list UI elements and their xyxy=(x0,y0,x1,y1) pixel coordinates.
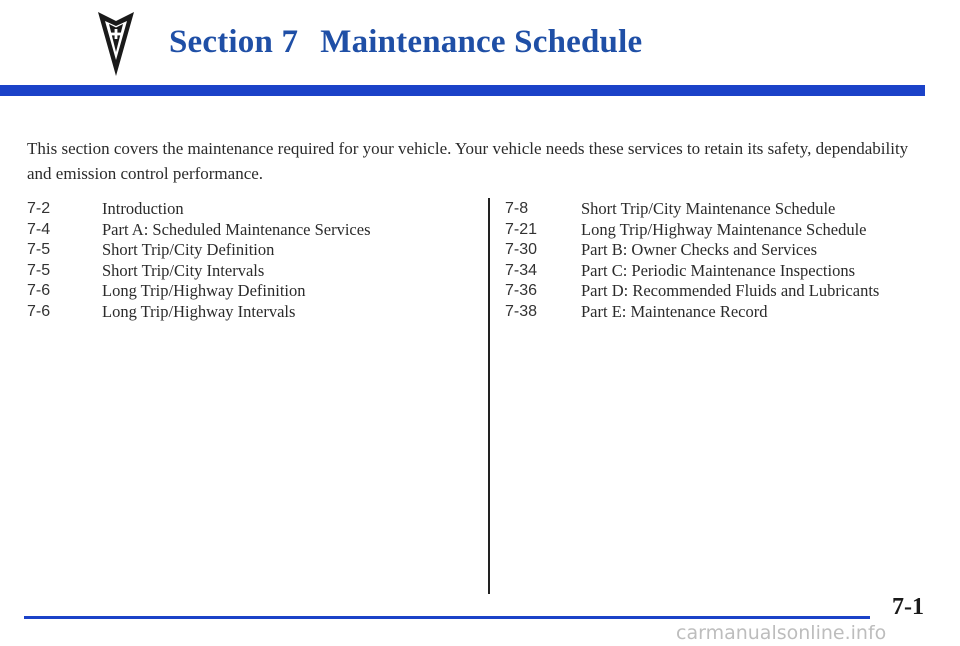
toc-item[interactable] xyxy=(505,199,879,220)
toc-label: Long Trip/Highway Definition xyxy=(102,281,306,300)
toc-item[interactable] xyxy=(27,281,371,302)
toc-label: Long Trip/Highway Intervals xyxy=(102,301,296,321)
toc-item[interactable] xyxy=(505,240,879,261)
toc-page-number: 7-21 xyxy=(505,220,538,238)
toc-page-number: 7-8 xyxy=(505,200,529,217)
watermark: carmanualsonline.info xyxy=(676,622,887,644)
toc-label: Short Trip/City Maintenance Schedule xyxy=(581,199,836,218)
footer-rule xyxy=(24,616,870,619)
toc-page-number: 7-2 xyxy=(27,200,51,217)
toc-label: Part A: Scheduled Maintenance Services xyxy=(102,219,371,239)
toc-page-number: 7-5 xyxy=(27,261,51,279)
toc-label: Introduction xyxy=(102,199,184,218)
toc-label: Short Trip/City Definition xyxy=(102,240,275,259)
toc-item[interactable] xyxy=(27,240,371,261)
section-title: Maintenance Schedule xyxy=(320,24,643,60)
toc-label: Part C: Periodic Maintenance Inspections xyxy=(581,260,856,280)
toc-label: Long Trip/Highway Maintenance Schedule xyxy=(581,219,867,239)
column-divider xyxy=(488,198,490,594)
toc-right-column xyxy=(505,199,879,322)
toc-page-number: 7-6 xyxy=(27,302,51,320)
pontiac-arrowhead-icon xyxy=(98,12,134,76)
intro-paragraph: This section covers the maintenance required for your vehicle. Your vehicle needs these services to retain its safety, dependability and emission control performance. xyxy=(27,139,909,183)
toc-left-column xyxy=(27,199,371,322)
toc-item[interactable] xyxy=(505,220,879,241)
toc-label: Part B: Owner Checks and Services xyxy=(581,240,817,259)
header-rule xyxy=(0,85,925,96)
toc-page-number: 7-34 xyxy=(505,261,538,279)
toc-page-number: 7-4 xyxy=(27,220,51,238)
toc-label: Part E: Maintenance Record xyxy=(581,301,768,321)
toc-item[interactable] xyxy=(27,220,371,241)
toc-item[interactable] xyxy=(505,261,879,282)
toc-item[interactable] xyxy=(27,199,371,220)
section-label: Section 7 xyxy=(169,24,299,60)
toc-page-number: 7-6 xyxy=(27,282,51,299)
toc-item[interactable] xyxy=(27,261,371,282)
toc-page-number: 7-38 xyxy=(505,302,538,320)
toc-page-number: 7-30 xyxy=(505,241,538,258)
page-title xyxy=(165,24,642,61)
toc-item[interactable] xyxy=(27,302,371,323)
toc-page-number: 7-36 xyxy=(505,282,538,299)
toc-item[interactable] xyxy=(505,281,879,302)
toc-page-number: 7-5 xyxy=(27,241,51,258)
page-number: 7-1 xyxy=(892,594,924,620)
toc-label: Short Trip/City Intervals xyxy=(102,260,265,280)
toc-item[interactable] xyxy=(505,302,879,323)
toc-label: Part D: Recommended Fluids and Lubricants xyxy=(581,281,880,300)
